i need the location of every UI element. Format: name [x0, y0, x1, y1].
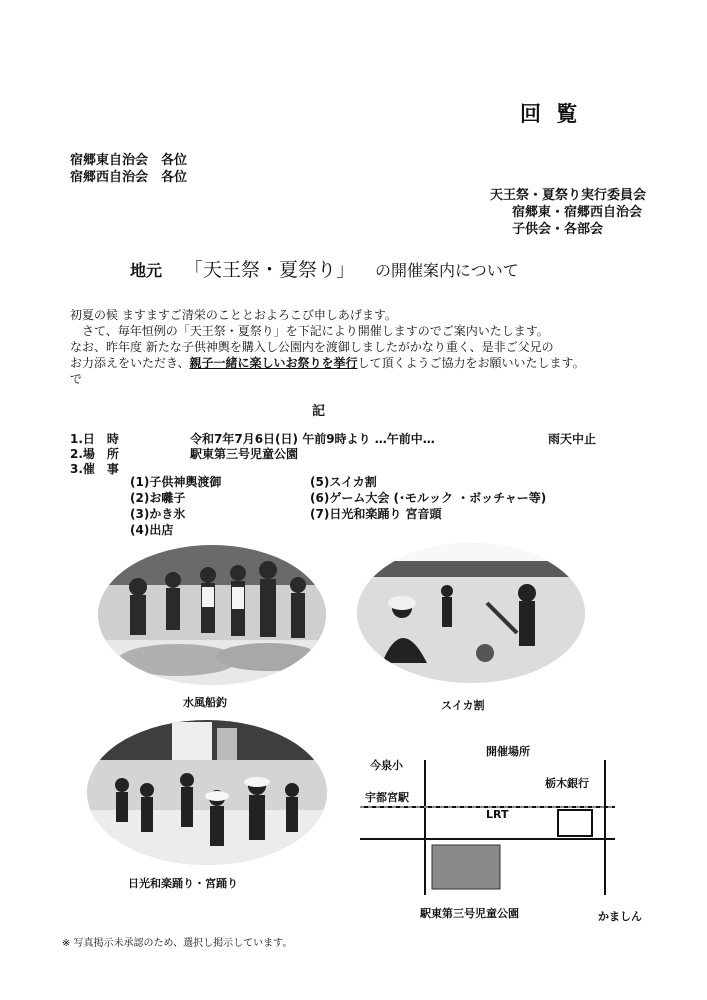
event-4: (4)出店: [130, 523, 174, 537]
event-5: (5)スイカ割: [310, 475, 377, 489]
recipient-west: 宿郷西自治会 各位: [70, 170, 188, 185]
photo-watermelon-image: [357, 543, 585, 683]
document-heading: [130, 255, 519, 282]
events-label: 3.催 事: [70, 462, 119, 476]
date-value: 令和7年7月6日(日) 午前9時より …午前中…: [190, 432, 435, 446]
heading-event: 「天王祭・夏祭り」: [184, 259, 356, 281]
caption-nikko-dance: 日光和楽踊り・宮踊り: [128, 877, 238, 890]
footnote: ※ 写真掲示未承認のため、選択し掲示しています。: [62, 938, 293, 949]
caption-water-balloon: 水風船釣: [183, 696, 227, 709]
map-venue-label: 開催場所: [486, 745, 530, 758]
event-2: (2)お囃子: [130, 491, 186, 505]
recipients: [70, 152, 187, 186]
body-line-2: さて、毎年恒例の「天王祭・夏祭り」を下記により開催しますのでご案内いたします。: [82, 324, 549, 338]
map-tochigi-bank: 栃木銀行: [545, 777, 589, 790]
body-line-5: で: [70, 372, 83, 386]
events-left: [130, 474, 221, 538]
sender-associations: 宿郷東・宿郷西自治会: [512, 205, 643, 220]
sender-children: 子供会・各部会: [512, 222, 604, 237]
photo-nikko-dance-image: [87, 720, 327, 865]
photo-nikko-dance: [87, 720, 327, 865]
body-text: [70, 307, 585, 387]
map-kamashin: かましん: [598, 910, 642, 923]
sender: [490, 187, 646, 238]
page-title: 回 覧: [520, 102, 582, 126]
map-imaizumi: 今泉小: [370, 759, 403, 772]
heading-prefix: 地元: [130, 261, 163, 280]
event-7: (7)日光和楽踊り 宮音頭: [310, 507, 442, 521]
place-value: 駅東第三号児童公園: [190, 447, 299, 461]
event-3: (3)かき氷: [130, 507, 186, 521]
heading-suffix: の開催案内について: [375, 261, 519, 280]
photo-watermelon: [357, 543, 585, 683]
ki-mark: 記: [312, 404, 326, 419]
body-line-3: なお、昨年度 新たな子供神輿を購入し公園内を渡御しましたがかなり重く、是非ご父兄の: [70, 340, 554, 354]
map-utsunomiya-station: 宇都宮駅: [365, 791, 409, 804]
date-label: 1.日 時: [70, 432, 119, 446]
rain-note: 雨天中止: [548, 432, 597, 446]
photo-water-balloon-image: [98, 545, 326, 685]
events-right: [310, 474, 546, 522]
event-6: (6)ゲーム大会 (･モルック ・ボッチャー等): [310, 491, 547, 505]
body-line-4: [70, 355, 585, 371]
sender-committee: 天王祭・夏祭り実行委員会: [490, 188, 647, 203]
body-line-1: 初夏の候 ますますご清栄のこととおよろこび申しあげます。: [70, 308, 397, 322]
body-line-4-pre: お力添えをいただき、: [70, 356, 190, 370]
map-park: 駅東第三号児童公園: [420, 907, 519, 920]
recipient-east: 宿郷東自治会 各位: [70, 153, 188, 168]
caption-watermelon: スイカ割: [441, 699, 485, 712]
body-line-4-underline: 親子一緒に楽しいお祭りを挙行: [189, 356, 358, 370]
map-lrt: LRT: [486, 808, 509, 821]
body-line-4-post: して頂くようご協力をお願いいたします。: [357, 356, 585, 370]
place-label: 2.場 所: [70, 447, 119, 461]
event-1: (1)子供神輿渡御: [130, 475, 222, 489]
photo-water-balloon: [98, 545, 326, 685]
